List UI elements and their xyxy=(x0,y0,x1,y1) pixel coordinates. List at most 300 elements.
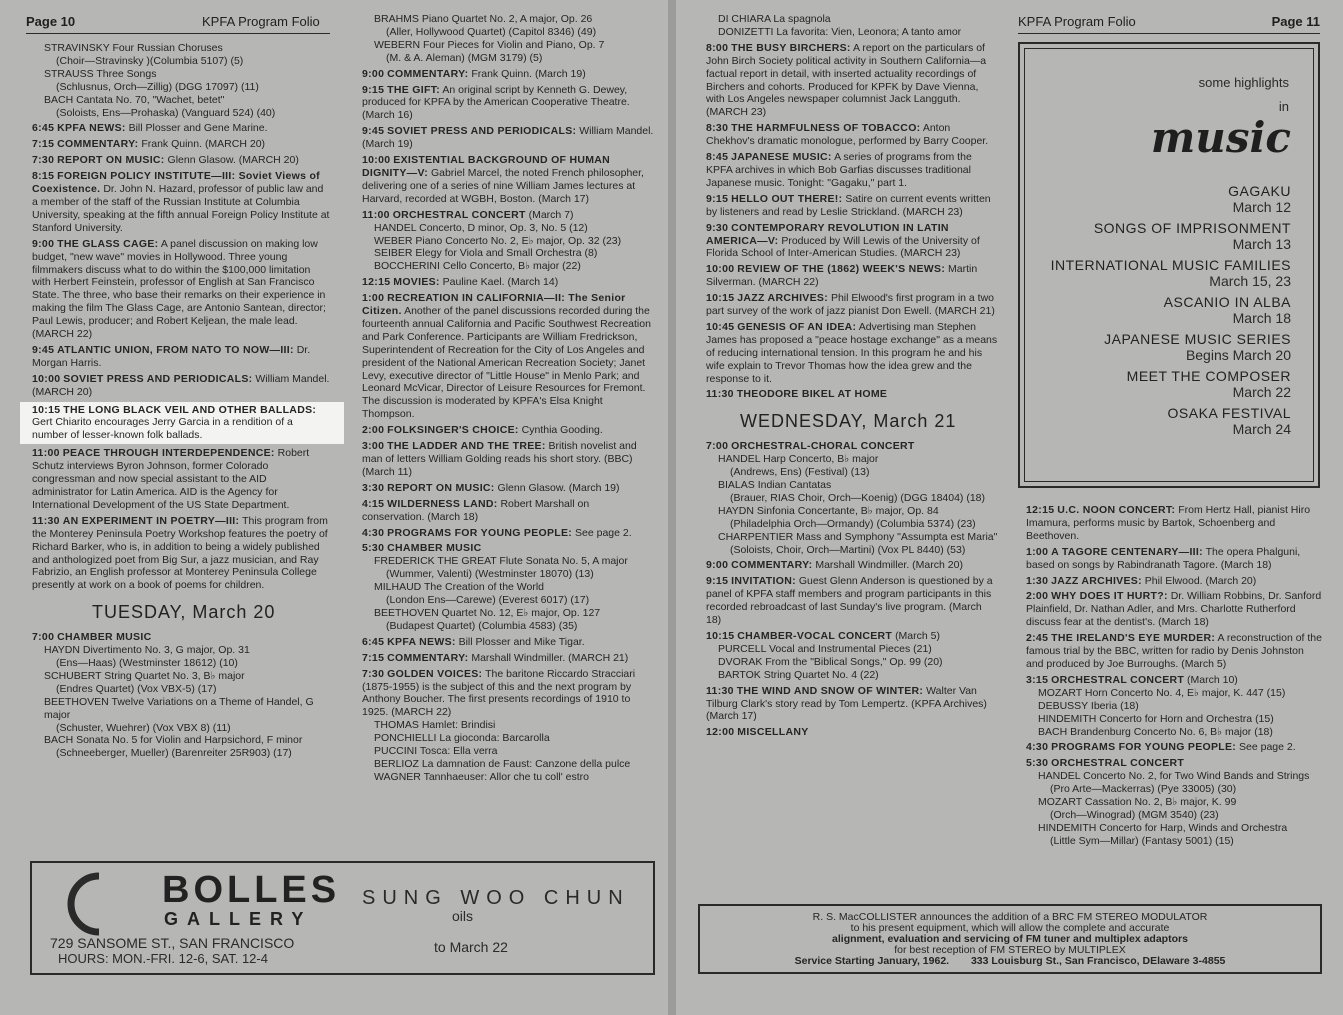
ad-line-4: for best reception of FM STEREO by MULTIPLEX xyxy=(894,944,1126,956)
recording-line: WEBER Piano Concerto No. 2, E♭ major, Op. 32 (23) xyxy=(374,234,622,247)
program-description: Robert Schutz interviews Byron Johnson, former Colorado congressman and now special assistant to the AID administrator for Latin America. AID is the Agency for International Development of the US State Department. xyxy=(32,447,310,511)
program-time: 9:45 xyxy=(32,343,55,356)
program-entry xyxy=(362,542,654,632)
program-title: KPFA NEWS: xyxy=(57,122,126,135)
recording-line: BEETHOVEN Twelve Variations on a Theme of Handel, G major xyxy=(44,695,314,721)
page-gutter xyxy=(668,0,676,1015)
program-title: COMMENTARY: xyxy=(731,559,813,572)
program-entry xyxy=(32,515,330,592)
program-entry xyxy=(362,84,654,123)
recording-line: DI CHIARA La spagnola xyxy=(718,13,831,25)
recording-line: BOCCHERINI Cello Concerto, B♭ major (22) xyxy=(374,260,581,273)
program-time: 2:45 xyxy=(1026,632,1049,645)
carryover-listing xyxy=(706,13,998,39)
program-description: (March 7) xyxy=(528,208,574,221)
recording-line: HINDEMITH Concerto for Horn and Orchestra (15) xyxy=(1038,712,1274,725)
program-time: 9:00 xyxy=(32,237,55,250)
program-title: THE LADDER AND THE TREE: xyxy=(387,440,546,453)
recording-line: (Schneeberger, Mueller) (Barenreiter 25R903) (17) xyxy=(56,747,292,760)
program-time: 11:30 xyxy=(706,684,734,697)
program-title: FOLKSINGER'S CHOICE: xyxy=(387,424,519,437)
program-entry xyxy=(1026,757,1322,847)
recording-line: BACH Cantata No. 70, "Wachet, betet" xyxy=(44,93,225,106)
program-time: 7:30 xyxy=(32,154,55,167)
highlight-title: MEET THE COMPOSER xyxy=(1126,368,1291,384)
program-title: JAZZ ARCHIVES: xyxy=(737,292,829,305)
recording-line: (Orch—Winograd) (MGM 3540) (23) xyxy=(1050,808,1219,821)
recording-line: WEBERN Four Pieces for Violin and Piano, Op. 7 xyxy=(374,38,605,51)
program-entry xyxy=(32,138,330,151)
program-title: MISCELLANY xyxy=(737,726,809,739)
program-title: RECREATION IN CALIFORNIA—II: The Senior Citizen. xyxy=(362,292,626,318)
program-title: U.C. NOON CONCERT: xyxy=(1057,504,1176,516)
program-description: Dr. John N. Hazard, professor of public law and a member of the staff of the Russian Institute at Columbia University, speaking at the fifth annual Foreign Policy Institute at Stanford University. xyxy=(32,183,330,234)
recording-line: (Schuster, Wuehrer) (Vox VBX 8) (11) xyxy=(56,721,231,734)
masthead: KPFA Program Folio xyxy=(1018,14,1136,29)
program-title: REPORT ON MUSIC: xyxy=(57,154,165,167)
program-description: See page 2. xyxy=(575,526,632,539)
program-title: CHAMBER MUSIC xyxy=(57,631,152,644)
highlights-title: music xyxy=(1150,113,1291,162)
program-time: 1:00 xyxy=(362,292,385,305)
program-time: 7:00 xyxy=(706,440,729,453)
program-title: SOVIET PRESS AND PERIODICALS: xyxy=(63,372,253,385)
program-title: THE HARMFULNESS OF TOBACCO: xyxy=(731,122,921,135)
gallery-logo-icon xyxy=(66,871,132,937)
program-title: SOVIET PRESS AND PERIODICALS: xyxy=(387,125,577,138)
program-time: 2:00 xyxy=(362,424,385,437)
program-title: ATLANTIC UNION, FROM NATO TO NOW—III: xyxy=(57,343,294,356)
recording-line: STRAUSS Three Songs xyxy=(44,67,157,80)
program-description: A report on the particulars of John Birch Society political activity in Southern California—a factual report in detail, with inserted actuality recordings of Birchers and cohorts. Produced for KPFK by Dave Vienna, with Los Angeles newspaper columnist Jack Langguth. (MARCH 23) xyxy=(706,41,987,119)
program-title: REVIEW OF THE (1862) WEEK'S NEWS: xyxy=(737,263,946,276)
artist-medium: oils xyxy=(452,908,474,924)
program-description: Anton Chekhov's dramatic monologue, performed by Barry Cooper. xyxy=(706,122,989,148)
program-time: 12:15 xyxy=(1026,504,1055,516)
recording-line: CHARPENTIER Mass and Symphony "Assumpta est Maria" xyxy=(718,530,998,543)
ad-line-3: alignment, evaluation and servicing of FM tuner and multiplex adaptors xyxy=(832,933,1188,945)
recording-line: HAYDN Sinfonia Concertante, B♭ major, Op. 84 xyxy=(718,504,939,517)
program-entry xyxy=(1026,504,1322,543)
recording-line: BARTOK String Quartet No. 4 (22) xyxy=(718,668,879,681)
recording-line: (Endres Quartet) (Vox VBX-5) (17) xyxy=(56,682,217,695)
program-description: The baritone Riccardo Stracciari (1875-1955) is the subject of this and the next program by Anthony Boucher. The first presents recordings of 1910 to 1925. (MARCH 22) xyxy=(362,667,636,719)
program-description: Dr. William Robbins, Dr. Sanford Plainfield, Dr. Nathan Adler, and Mrs. Charlotte Rutherford discuss fear at the dentist's. (March 18) xyxy=(1026,590,1322,629)
program-entry xyxy=(362,68,654,81)
program-title: GENESIS OF AN IDEA: xyxy=(737,320,857,333)
program-entry xyxy=(706,726,998,739)
highlight-title: SONGS OF IMPRISONMENT xyxy=(1093,220,1291,236)
program-title: JAZZ ARCHIVES: xyxy=(1051,574,1142,587)
artist-name: SUNG WOO CHUN xyxy=(362,887,630,909)
program-entry xyxy=(20,402,344,445)
program-description: Gabriel Marcel, the noted French philosopher, delivering one of a series of nine William James lectures at Harvard, recorded at WGBH, Boston. (March 17) xyxy=(362,166,644,205)
page-header xyxy=(26,12,330,34)
program-description: Bill Plosser and Gene Marine. xyxy=(128,122,268,135)
program-entry xyxy=(32,631,330,760)
recording-line: DVORAK From the "Biblical Songs," Op. 99 (20) xyxy=(718,655,943,668)
program-description: Glenn Glasow. (March 19) xyxy=(497,481,620,494)
recording-line: (Pro Arte—Mackerras) (Pye 33005) (30) xyxy=(1050,783,1237,796)
program-title: EXISTENTIAL BACKGROUND OF HUMAN DIGNITY—V: xyxy=(362,154,611,179)
program-description: Bill Plosser and Mike Tigar. xyxy=(458,635,585,648)
highlight-title: INTERNATIONAL MUSIC FAMILIES xyxy=(1050,257,1291,273)
program-description: Dr. Morgan Harris. xyxy=(32,343,311,369)
program-time: 11:00 xyxy=(32,447,60,460)
program-entry xyxy=(362,154,654,206)
program-entry xyxy=(706,222,998,261)
right-page xyxy=(676,0,1343,1015)
program-description: A reconstruction of the famous trial by the BBC, written for radio by Denis Johnston and produced by Joe Burroughs. (March 5) xyxy=(1026,632,1322,670)
recording-line: THOMAS Hamlet: Brindisi xyxy=(374,719,496,732)
recording-line: (Choir—Stravinsky )(Columbia 5107) (5) xyxy=(56,54,244,67)
program-description: The opera Phalguni, based on songs by Rabindranath Tagore. (March 18) xyxy=(1026,545,1301,571)
program-time: 6:45 xyxy=(362,635,385,648)
program-entry xyxy=(706,440,998,556)
recording-line: BACH Brandenburg Concerto No. 6, B♭ major (18) xyxy=(1038,725,1273,738)
recording-line: (Brauer, RIAS Choir, Orch—Koenig) (DGG 18404) (18) xyxy=(730,491,986,504)
program-time: 12:15 xyxy=(362,276,391,289)
program-description: Martin Silverman. (MARCH 22) xyxy=(706,263,978,289)
recording-line: SCHUBERT String Quartet No. 3, B♭ major xyxy=(44,669,245,682)
program-title: THE WIND AND SNOW OF WINTER: xyxy=(736,684,924,697)
ad-address: 333 Louisburg St., San Francisco, DElaware 3-4855 xyxy=(970,955,1226,967)
program-title: FOREIGN POLICY INSTITUTE—III: Soviet Views of Coexistence. xyxy=(32,170,320,196)
program-title: ORCHESTRAL CONCERT xyxy=(1051,757,1185,770)
page-header xyxy=(1018,12,1320,34)
program-entry xyxy=(706,151,998,190)
recording-line: FREDERICK THE GREAT Flute Sonata No. 5, A major xyxy=(374,555,628,568)
program-entry xyxy=(32,344,330,370)
program-time: 3:00 xyxy=(362,440,385,453)
program-entry xyxy=(1026,590,1322,629)
program-entry xyxy=(706,685,998,724)
recording-line: HANDEL Concerto No. 2, for Two Wind Bands and Strings xyxy=(1038,770,1310,783)
program-title: WHY DOES IT HURT?: xyxy=(1051,590,1168,603)
program-entry xyxy=(362,424,654,437)
program-description: A panel discussion on making low budget, "new wave" movies in Hollywood. Three young filmmakers discuss what to do within the $100,000 limitation with Herbert Feinstein, professor of English at San Francisco State. The three, who base their remarks on their experience in making the film The Glass Cage, are Antonio Santean, director; Paul Lewis, producer; and Robert Keljean, the male lead. (MARCH 22) xyxy=(32,237,326,341)
program-entry xyxy=(32,170,330,235)
program-time: 8:00 xyxy=(706,41,729,54)
recording-line: DONIZETTI La favorita: Vien, Leonora; A tanto amor xyxy=(718,25,962,38)
program-time: 10:45 xyxy=(706,320,735,333)
program-description: Marshall Windmiller. (MARCH 21) xyxy=(471,651,629,664)
program-description: (March 5) xyxy=(895,629,940,642)
program-description: Pauline Kael. (March 14) xyxy=(442,276,559,289)
left-column-2 xyxy=(362,13,654,787)
program-description: Gert Chiarito encourages Jerry Garcia in a rendition of a number of lesser-known folk ballads. xyxy=(32,416,293,442)
recording-line: STRAVINSKY Four Russian Choruses xyxy=(44,42,223,54)
recording-line: (Wummer, Valenti) (Westminster 18070) (13) xyxy=(386,568,594,581)
program-description: William Mandel. (March 19) xyxy=(362,125,654,151)
program-entry xyxy=(706,321,998,386)
highlight-date: Begins March 20 xyxy=(1185,347,1291,363)
program-time: 1:30 xyxy=(1026,574,1049,587)
program-time: 9:15 xyxy=(706,192,729,205)
program-entry xyxy=(32,122,330,135)
program-title: REPORT ON MUSIC: xyxy=(387,481,495,494)
recording-line: HANDEL Concerto, D minor, Op. 3, No. 5 (12) xyxy=(374,221,588,234)
music-highlights-inner xyxy=(1024,48,1314,482)
recording-line: (Philadelphia Orch—Ormandy) (Columbia 5374) (23) xyxy=(730,517,976,530)
program-entry xyxy=(1026,546,1322,572)
program-time: 10:00 xyxy=(32,372,61,385)
program-time: 10:00 xyxy=(706,263,735,276)
bolles-gallery-ad xyxy=(30,861,655,975)
program-description: Phil Elwood. (March 20) xyxy=(1144,574,1257,587)
program-time: 9:00 xyxy=(706,559,729,572)
left-column-1 xyxy=(32,42,330,763)
program-description: British novelist and man of letters William Golding reads his short story. (BBC) (March 11) xyxy=(362,440,637,478)
day-heading: TUESDAY, March 20 xyxy=(92,602,276,623)
program-title: THE LONG BLACK VEIL AND OTHER BALLADS: xyxy=(63,403,317,416)
recording-line: HANDEL Harp Concerto, B♭ major xyxy=(718,453,879,466)
right-column-1 xyxy=(706,13,998,742)
recording-line: BEETHOVEN Quartet No. 12, E♭ major, Op. 127 xyxy=(374,606,601,619)
program-entry xyxy=(1026,632,1322,671)
program-entry xyxy=(706,292,998,318)
highlight-item xyxy=(1051,331,1291,363)
recording-line: (Schlusnus, Orch—Zillig) (DGG 17097) (11) xyxy=(56,80,259,93)
recording-line: BERLIOZ La damnation de Faust: Canzone della pulce xyxy=(374,757,631,770)
program-time: 1:00 xyxy=(1026,545,1049,558)
program-time: 3:15 xyxy=(1026,673,1049,686)
highlights-list xyxy=(1051,183,1291,442)
program-description: See page 2. xyxy=(1239,741,1296,754)
program-title: ORCHESTRAL CONCERT xyxy=(392,208,526,221)
maccollister-ad xyxy=(698,904,1322,974)
program-description: A series of programs from the KPFA archives in which Bob Garfias discusses traditional Japanese music. Tonight: "Gagaku," part 1. xyxy=(706,151,972,189)
highlight-date: March 13 xyxy=(1232,236,1291,252)
recording-line: BACH Sonata No. 5 for Violin and Harpsichord, F minor xyxy=(44,734,303,747)
program-entry xyxy=(362,125,654,151)
program-entry xyxy=(1026,674,1322,739)
highlight-item xyxy=(1051,405,1291,437)
program-title: ORCHESTRAL-CHORAL CONCERT xyxy=(731,440,915,453)
program-title: HELLO OUT THERE!: xyxy=(731,192,843,205)
program-time: 7:15 xyxy=(362,651,385,664)
program-title: PROGRAMS FOR YOUNG PEOPLE: xyxy=(387,526,573,539)
page-number: Page 11 xyxy=(1271,14,1320,29)
recording-line: (Ens—Haas) (Westminster 18612) (10) xyxy=(56,656,238,669)
program-time: 11:30 xyxy=(32,514,60,527)
program-entry xyxy=(362,440,654,479)
program-description: Satire on current events written by listeners and read by Leslie Strickland. (MARCH 23) xyxy=(706,192,991,218)
ad-line-1: R. S. MacCOLLISTER announces the addition of a BRC FM STEREO MODULATOR xyxy=(812,911,1208,923)
program-entry xyxy=(362,527,654,540)
highlight-title: JAPANESE MUSIC SERIES xyxy=(1104,331,1291,347)
program-entry xyxy=(32,238,330,341)
program-time: 11:30 xyxy=(706,388,734,401)
recording-line: MOZART Horn Concerto No. 4, E♭ major, K. 447 (15) xyxy=(1038,686,1286,699)
highlight-item xyxy=(1051,183,1291,215)
program-time: 9:45 xyxy=(362,125,385,138)
program-entry xyxy=(362,668,654,784)
recording-line: MOZART Cassation No. 2, B♭ major, K. 99 xyxy=(1038,796,1237,809)
program-title: PEACE THROUGH INTERDEPENDENCE: xyxy=(62,447,275,460)
program-time: 4:30 xyxy=(1026,741,1049,754)
program-entry xyxy=(362,292,654,421)
program-time: 9:30 xyxy=(706,221,729,234)
program-description: This program from the Monterey Peninsula Poetry Workshop features the poetry of Richard Barker, who is, in addition to being a widely published and anthologized poet from Big Sur, a jazz musician, and Ray Fabrizio, an English professor at Monterey Peninsula College presently at work on a book of poems for children. xyxy=(32,514,328,592)
highlight-date: March 22 xyxy=(1232,384,1291,400)
program-time: 7:00 xyxy=(32,631,55,644)
music-highlights-box xyxy=(1018,42,1320,488)
program-description: (March 10) xyxy=(1187,673,1238,686)
program-time: 4:30 xyxy=(362,526,385,539)
program-entry xyxy=(706,122,998,148)
day-heading: WEDNESDAY, March 21 xyxy=(740,411,957,432)
highlight-date: March 18 xyxy=(1232,310,1291,326)
program-time: 10:15 xyxy=(706,292,735,305)
program-entry xyxy=(362,209,654,274)
program-entry xyxy=(706,193,998,219)
recording-line: (Aller, Hollywood Quartet) (Capitol 8346) (49) xyxy=(386,25,597,38)
program-time: 9:15 xyxy=(362,83,385,96)
recording-line: BRAHMS Piano Quartet No. 2, A major, Op. 26 xyxy=(374,13,593,25)
ad-service-date: Service Starting January, 1962. xyxy=(794,955,950,967)
program-description: Cynthia Gooding. xyxy=(521,424,603,437)
recording-line: (London Ens—Carewe) (Everest 6017) (17) xyxy=(386,594,590,607)
page-number: Page 10 xyxy=(26,14,76,29)
recording-line: (Andrews, Ens) (Festival) (13) xyxy=(730,466,870,479)
program-entry xyxy=(362,498,654,524)
recording-line: (Soloists, Ens—Prohaska) (Vanguard 524) (40) xyxy=(56,106,276,119)
program-time: 8:30 xyxy=(706,122,729,135)
program-time: 2:00 xyxy=(1026,590,1049,603)
highlight-item xyxy=(1051,257,1291,289)
recording-line: PUCCINI Tosca: Ella verra xyxy=(374,745,498,758)
program-entry xyxy=(1026,741,1322,754)
program-title: THE IRELAND'S EYE MURDER: xyxy=(1051,632,1216,645)
recording-line: (Budapest Quartet) (Columbia 4583) (35) xyxy=(386,619,578,632)
program-title: JAPANESE MUSIC: xyxy=(731,151,832,164)
gallery-hours: HOURS: MON.-FRI. 12-6, SAT. 12-4 xyxy=(58,951,268,966)
program-description: From Hertz Hall, pianist Hiro Imamura, performs music by Bartok, Schoenberg and Beethoven. xyxy=(1026,504,1311,542)
program-title: THE GIFT: xyxy=(387,83,441,96)
program-time: 6:45 xyxy=(32,122,55,135)
program-entry xyxy=(1026,575,1322,588)
program-entry xyxy=(32,373,330,399)
highlights-intro: some highlights xyxy=(1198,75,1289,90)
program-title: THE GLASS CAGE: xyxy=(57,237,159,250)
program-time: 8:15 xyxy=(32,170,55,183)
program-entry xyxy=(706,559,998,572)
gallery-address: 729 SANSOME ST., SAN FRANCISCO xyxy=(50,935,295,951)
program-description: Glenn Glasow. (MARCH 20) xyxy=(167,154,299,167)
program-time: 11:00 xyxy=(362,208,390,221)
program-title: KPFA NEWS: xyxy=(387,635,456,648)
program-entry xyxy=(706,630,998,682)
program-time: 10:00 xyxy=(362,154,391,167)
program-title: CHAMBER-VOCAL CONCERT xyxy=(737,629,893,642)
gallery-subtitle: GALLERY xyxy=(164,909,313,929)
program-description: Frank Quinn. (MARCH 20) xyxy=(141,138,266,151)
recording-line: WAGNER Tannhaeuser: Allor che tu coll' estro xyxy=(374,770,590,783)
masthead: KPFA Program Folio xyxy=(202,14,320,29)
program-time: 9:00 xyxy=(362,67,385,80)
program-title: CHAMBER MUSIC xyxy=(387,542,482,555)
recording-line: MILHAUD The Creation of the World xyxy=(374,581,545,594)
program-title: MOVIES: xyxy=(393,276,440,289)
program-title: COMMENTARY: xyxy=(387,651,469,664)
highlight-title: GAGAKU xyxy=(1228,183,1291,199)
program-title: COMMENTARY: xyxy=(387,67,469,80)
carryover-listing xyxy=(362,13,654,65)
highlight-date: March 24 xyxy=(1232,421,1291,437)
recording-line: DEBUSSY Iberia (18) xyxy=(1038,699,1139,712)
highlight-item xyxy=(1051,368,1291,400)
program-description: Produced by Will Lewis of the University of Florida School of Inter-American Studies. (MARCH 23) xyxy=(706,234,980,260)
program-time: 8:45 xyxy=(706,151,729,164)
program-entry xyxy=(706,263,998,289)
program-title: COMMENTARY: xyxy=(57,138,139,151)
program-time: 9:15 xyxy=(706,575,729,588)
program-title: CONTEMPORARY REVOLUTION IN LATIN AMERICA—V: xyxy=(706,221,949,247)
highlight-date: March 12 xyxy=(1232,199,1291,215)
program-description: Walter Van Tilburg Clark's story read by Tom Lempertz. (KPFA Archives) (March 17) xyxy=(706,684,987,723)
program-entry xyxy=(362,636,654,649)
program-entry xyxy=(32,447,330,512)
highlight-item xyxy=(1051,294,1291,326)
highlight-date: March 15, 23 xyxy=(1209,273,1291,289)
program-title: AN EXPERIMENT IN POETRY—III: xyxy=(62,514,240,527)
recording-line: PURCELL Vocal and Instrumental Pieces (21) xyxy=(718,642,932,655)
right-column-2 xyxy=(1026,504,1322,851)
program-entry xyxy=(362,276,654,289)
highlight-title: ASCANIO IN ALBA xyxy=(1163,294,1291,310)
program-time: 10:15 xyxy=(706,629,735,642)
program-description: Marshall Windmiller. (March 20) xyxy=(815,559,963,572)
program-title: PROGRAMS FOR YOUNG PEOPLE: xyxy=(1051,741,1237,754)
carryover-listing xyxy=(32,42,330,119)
program-entry xyxy=(706,388,998,401)
program-description: Guest Glenn Anderson is questioned by a panel of KPFA staff members and program participants in this recorded rebroadcast of last Sunday's live program. (March 18) xyxy=(706,575,993,627)
program-title: THE BUSY BIRCHERS: xyxy=(731,41,851,54)
program-title: WILDERNESS LAND: xyxy=(387,497,498,510)
program-entry xyxy=(362,482,654,495)
recording-line: (Soloists, Choir, Orch—Martini) (Vox PL 8440) (53) xyxy=(730,543,966,556)
program-description: Frank Quinn. (March 19) xyxy=(471,67,586,80)
exhibition-dates: to March 22 xyxy=(434,939,508,955)
program-title: A TAGORE CENTENARY—III: xyxy=(1051,545,1203,558)
program-title: THEODORE BIKEL AT HOME xyxy=(736,388,888,401)
program-time: 5:30 xyxy=(362,542,385,555)
recording-line: (M. & A. Aleman) (MGM 3179) (5) xyxy=(386,51,543,64)
program-time: 4:15 xyxy=(362,497,385,510)
highlights-intro-in: in xyxy=(1278,99,1289,114)
program-time: 10:15 xyxy=(32,403,61,416)
program-time: 5:30 xyxy=(1026,757,1049,770)
program-title: ORCHESTRAL CONCERT xyxy=(1051,673,1185,686)
program-time: 7:30 xyxy=(362,667,385,680)
highlight-title: OSAKA FESTIVAL xyxy=(1167,405,1291,421)
program-time: 12:00 xyxy=(706,726,735,739)
program-description: Phil Elwood's first program in a two part survey of the work of jazz pianist Don Ewell. (MARCH 21) xyxy=(706,292,995,318)
program-description: Advertising man Stephen James has proposed a "peace hostage exchange" as a means of reducing international tension. In this program he and his wife explain to Trevor Thomas how the idea grew and the response to it. xyxy=(706,320,998,385)
program-entry xyxy=(32,154,330,167)
program-title: GOLDEN VOICES: xyxy=(387,667,483,680)
program-description: Another of the panel discussions recorded during the fourteenth annual California and Pacific Southwest Recreation and Park Conference. Participants are William Fredrickson, Superintendent of Recreation for the City of Los Angeles and president of the National American Recreation Society; Janet Levy, executive director of "Little House" in Menlo Park; and Leonard McVicar, Director of Leisure Resources for Fremont. The discussion is moderated by KPFA's Elsa Knight Thompson. xyxy=(362,305,651,421)
ad-line-2: to his present equipment, which will allow the complete and accurate xyxy=(850,922,1170,934)
left-page xyxy=(0,0,668,1015)
program-time: 7:15 xyxy=(32,138,55,151)
recording-line: HINDEMITH Concerto for Harp, Winds and Orchestra xyxy=(1038,821,1288,834)
gallery-name: BOLLES xyxy=(162,869,341,911)
recording-line: PONCHIELLI La gioconda: Barcarolla xyxy=(374,732,550,745)
program-description: An original script by Kenneth G. Dewey, produced for KPFA by the American Cooperative Theatre. (March 16) xyxy=(362,83,630,122)
program-title: INVITATION: xyxy=(731,575,796,588)
